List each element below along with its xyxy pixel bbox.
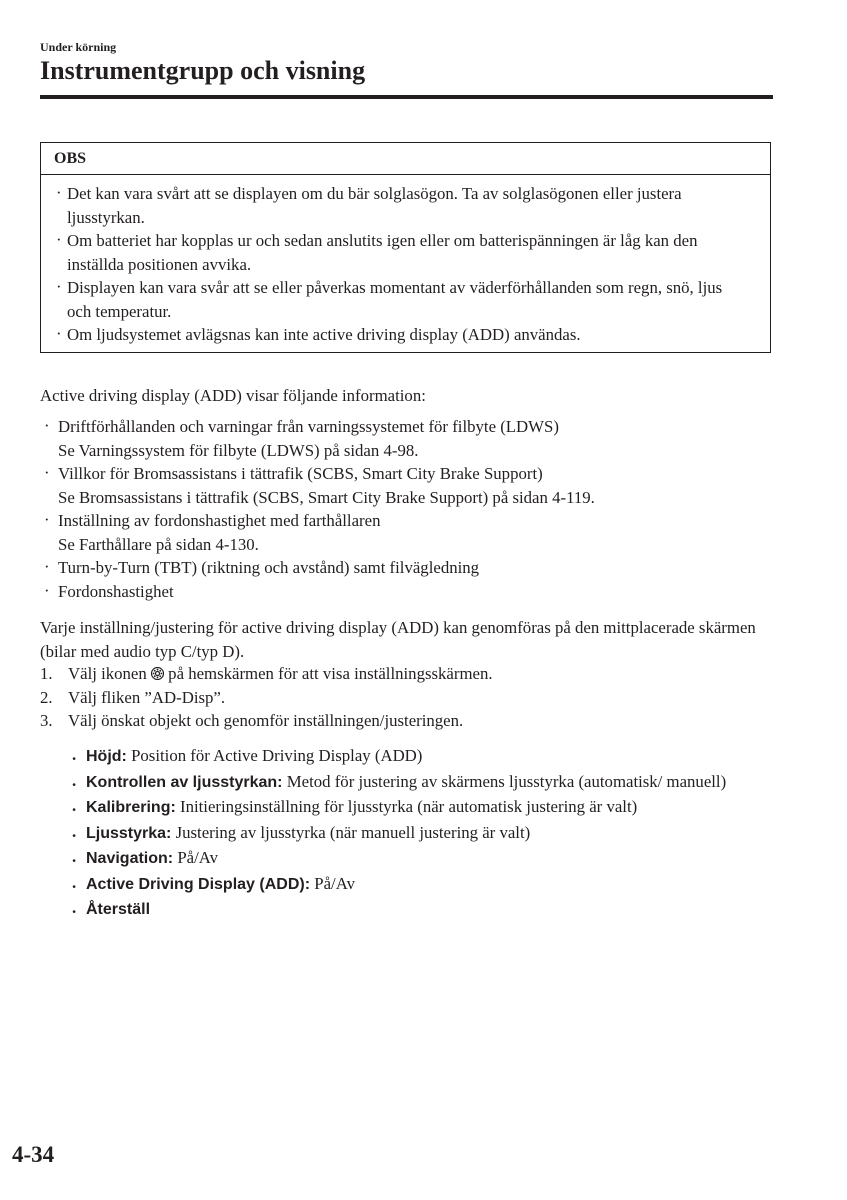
gear-icon [151, 663, 164, 676]
step-text: Välj önskat objekt och genomför inställningen/justeringen. [68, 711, 464, 730]
settings-list [71, 744, 771, 923]
info-item-text: Driftförhållanden och varningar från varningssystemet för filbyte (LDWS) [58, 417, 559, 436]
note-list [41, 175, 770, 347]
step-number: 1. [40, 664, 53, 683]
setting-term: Höjd: [86, 748, 127, 765]
info-item-reference: Se Farthållare på sidan 4-130. [58, 534, 259, 554]
setting-item [71, 744, 771, 770]
setting-term: Active Driving Display (ADD): [86, 875, 311, 893]
info-item-text: Fordonshastighet [58, 581, 174, 601]
section-label: Under körning [40, 40, 117, 54]
info-item-text: Villkor för Bromsassistans i tättrafik (SCBS, Smart City Brake Support) [58, 464, 543, 483]
page-number: 4-34 [12, 1142, 55, 1167]
step-text: Välj ikonen [68, 664, 147, 683]
setting-description: Justering av ljusstyrka (när manuell justering är valt) [175, 822, 531, 842]
note-item: · Det kan vara svårt att se displayen om du bär solglasögon. Ta av solglasögonen eller justera ljusstyrkan. [56, 182, 740, 229]
step-text: Välj fliken ”AD-Disp”. [68, 687, 226, 707]
step-list [40, 662, 493, 733]
step-item [40, 709, 493, 733]
info-item-text: Turn-by-Turn (TBT) (riktning och avstånd) samt filvägledning [58, 558, 480, 577]
setting-description: Metod för justering av skärmens ljusstyrka (automatisk/ manuell) [286, 771, 727, 791]
note-item: · Displayen kan vara svår att se eller påverkas momentant av väderförhållanden som regn, snö, ljus och temperatur. [56, 276, 740, 323]
note-item: · Om ljudsystemet avlägsnas kan inte active driving display (ADD) användas. [56, 323, 740, 347]
intro-paragraph: Active driving display (ADD) visar följande information: [40, 386, 426, 405]
setting-item [71, 872, 771, 898]
setting-description: På/Av [177, 848, 219, 867]
step-item [40, 686, 493, 710]
setting-term: Navigation: [86, 850, 174, 867]
setting-item [71, 821, 771, 847]
setting-description: Position för Active Driving Display (ADD) [131, 746, 423, 765]
setting-description: På/Av [314, 873, 355, 893]
setting-item [71, 897, 771, 923]
step-number: 3. [40, 711, 53, 730]
setting-item [71, 770, 771, 796]
setting-item [71, 795, 771, 821]
info-item [40, 556, 780, 580]
info-item [40, 509, 780, 556]
setting-term: Ljusstyrka: [86, 824, 172, 842]
info-item [40, 580, 780, 604]
step-text: på hemskärmen för att visa inställningsskärmen. [168, 664, 493, 683]
settings-paragraph: Varje inställning/justering för active driving display (ADD) kan genomföras på den mittplacerade skärmen (bilar med audio typ C/typ D). [40, 618, 756, 661]
setting-term: Återställ [86, 901, 151, 918]
note-box [40, 142, 771, 353]
info-item-reference: Se Varningssystem för filbyte (LDWS) på sidan 4-98. [58, 440, 419, 460]
setting-description: Initieringsinställning för ljusstyrka (när automatisk justering är valt) [180, 797, 638, 816]
info-item [40, 462, 780, 509]
setting-item [71, 846, 771, 872]
step-item [40, 662, 493, 686]
setting-term: Kontrollen av ljusstyrkan: [86, 773, 283, 791]
setting-term: Kalibrering: [86, 799, 176, 816]
note-item: · Om batteriet har kopplas ur och sedan anslutits igen eller om batterispänningen är låg kan den inställda positionen avvika. [56, 229, 740, 276]
info-list [40, 415, 780, 603]
note-heading: OBS [41, 143, 770, 175]
step-number: 2. [40, 687, 53, 707]
title-divider [40, 95, 773, 99]
info-item [40, 415, 780, 462]
page-title: Instrumentgrupp och visning [40, 56, 366, 85]
info-item-text: Inställning av fordonshastighet med farthållaren [58, 511, 381, 530]
info-item-reference: Se Bromsassistans i tättrafik (SCBS, Smart City Brake Support) på sidan 4-119. [58, 487, 595, 507]
